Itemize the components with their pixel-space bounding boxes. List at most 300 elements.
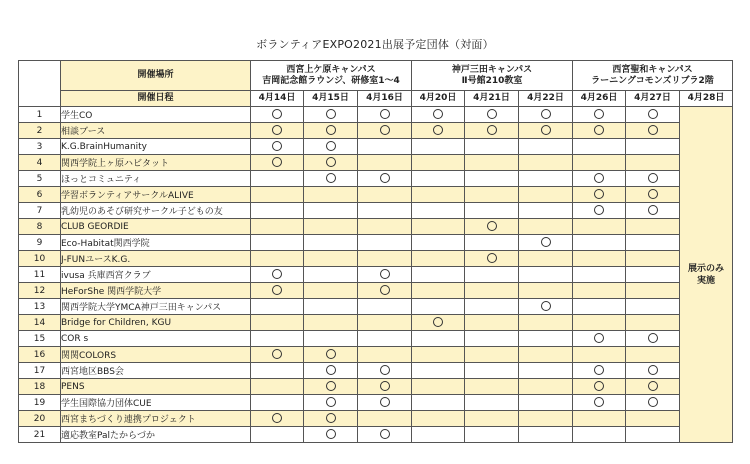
attendance-cell [304,411,358,427]
attendance-cell [573,107,626,123]
attendance-cell [304,171,358,187]
attendance-cell [465,187,519,203]
attend-circle-icon [648,397,658,407]
attendance-cell [251,363,304,379]
attendance-cell [465,283,519,299]
attendance-cell [626,299,680,315]
attend-circle-icon [272,157,282,167]
attendance-cell [304,283,358,299]
attendance-cell [626,187,680,203]
date-header: 4月28日 [680,91,733,107]
attend-circle-icon [594,365,604,375]
attend-circle-icon [594,397,604,407]
attend-circle-icon [380,269,390,279]
attendance-cell [251,203,304,219]
attendance-cell [412,203,465,219]
attendance-cell [358,171,412,187]
attend-circle-icon [594,109,604,119]
attendance-cell [626,427,680,443]
attendance-cell [573,315,626,331]
attendance-cell [358,427,412,443]
group-name: 相談ブース [61,123,251,139]
attend-circle-icon [326,109,336,119]
attendance-cell [573,363,626,379]
row-number: 20 [19,411,61,427]
attendance-cell [465,427,519,443]
attendance-cell [465,139,519,155]
attendance-cell [573,395,626,411]
attendance-cell [465,123,519,139]
attendance-cell [412,395,465,411]
attendance-cell [519,379,573,395]
attendance-cell [251,331,304,347]
row-number: 17 [19,363,61,379]
group-name: Bridge for Children, KGU [61,315,251,331]
attendance-cell [519,187,573,203]
attendance-cell [519,427,573,443]
attend-circle-icon [648,189,658,199]
attendance-cell [465,107,519,123]
page-title: ボランティアEXPO2021出展予定団体（対面） [256,38,494,51]
attendance-cell [358,283,412,299]
row-number: 11 [19,267,61,283]
attend-circle-icon [594,333,604,343]
row-number: 19 [19,395,61,411]
attendance-cell [519,219,573,235]
attendance-cell [573,187,626,203]
attendance-cell [412,219,465,235]
attend-circle-icon [326,173,336,183]
attendance-cell [251,235,304,251]
attendance-cell [573,251,626,267]
attendance-cell [519,123,573,139]
attendance-cell [358,315,412,331]
attendance-cell [412,427,465,443]
attendance-cell [626,251,680,267]
attendance-cell [465,331,519,347]
attendance-cell [251,427,304,443]
attend-circle-icon [541,125,551,135]
row-number: 18 [19,379,61,395]
attendance-cell [304,267,358,283]
group-name: ivusa 兵庫西宮クラブ [61,267,251,283]
table-row [19,251,733,267]
attendance-cell [251,171,304,187]
attendance-cell [412,347,465,363]
attend-circle-icon [433,317,443,327]
attendance-cell [573,171,626,187]
campus-name: 西宮聖和キャンパス [612,64,693,75]
attendance-cell [304,235,358,251]
group-name: 学生国際協力団体CUE [61,395,251,411]
attendance-cell [573,411,626,427]
attendance-cell [251,251,304,267]
attendance-cell [465,363,519,379]
attendance-cell [412,283,465,299]
row-number: 2 [19,123,61,139]
group-name: 学生CO [61,107,251,123]
attendance-cell [626,139,680,155]
attendance-cell [626,203,680,219]
attendance-cell [573,155,626,171]
attendance-cell [412,187,465,203]
attendance-cell [304,107,358,123]
attendance-cell [626,395,680,411]
campus-name: 神戸三田キャンパス [451,64,533,75]
attendance-cell [412,315,465,331]
attendance-cell [412,379,465,395]
attendance-cell [304,299,358,315]
attendance-cell [358,299,412,315]
exhibit-only-note [680,107,733,443]
attendance-cell [626,331,680,347]
table-row [19,171,733,187]
attendance-cell [465,379,519,395]
attendance-cell [358,379,412,395]
attendance-cell [358,363,412,379]
attendance-cell [412,251,465,267]
attend-circle-icon [594,189,604,199]
group-name: 関西学院上ヶ原ハビタット [61,155,251,171]
group-name: 関関COLORS [61,347,251,363]
attendance-cell [573,427,626,443]
campus-room: ラーニングコモンズリブラ2階 [591,75,714,86]
table-row [19,363,733,379]
attend-circle-icon [594,381,604,391]
attend-circle-icon [487,125,497,135]
attend-circle-icon [380,381,390,391]
attendance-cell [626,123,680,139]
row-number: 14 [19,315,61,331]
row-number: 6 [19,187,61,203]
table-row [19,235,733,251]
attendance-cell [626,219,680,235]
table-row [19,347,733,363]
date-header: 4月14日 [251,91,304,107]
row-number: 10 [19,251,61,267]
attend-circle-icon [648,109,658,119]
attend-circle-icon [326,141,336,151]
table-row [19,155,733,171]
attendance-cell [412,123,465,139]
attendance-cell [412,331,465,347]
attendance-cell [465,203,519,219]
attendance-cell [573,347,626,363]
attendance-cell [251,267,304,283]
attend-circle-icon [272,141,282,151]
attendance-cell [573,299,626,315]
attend-circle-icon [648,333,658,343]
attendance-cell [519,251,573,267]
attendance-cell [304,379,358,395]
attendance-cell [412,107,465,123]
attendance-cell [573,123,626,139]
attendance-cell [251,219,304,235]
attendance-cell [465,251,519,267]
table-row [19,219,733,235]
attendance-cell [626,315,680,331]
date-header: 4月21日 [465,91,519,107]
attendance-cell [626,283,680,299]
table-row [19,427,733,443]
attendance-cell [519,203,573,219]
attendance-cell [465,299,519,315]
attend-circle-icon [380,125,390,135]
group-name: 適応教室Palたからづか [61,427,251,443]
attendance-cell [626,155,680,171]
attend-circle-icon [326,349,336,359]
attendance-cell [519,315,573,331]
group-name: CLUB GEORDIE [61,219,251,235]
attend-circle-icon [326,397,336,407]
row-number: 15 [19,331,61,347]
attendance-cell [519,139,573,155]
date-header: 4月16日 [358,91,412,107]
attendance-cell [251,283,304,299]
attend-circle-icon [272,269,282,279]
date-header: 4月26日 [573,91,626,107]
campus-header-seiwa [573,61,733,91]
attendance-cell [626,379,680,395]
attendance-cell [519,331,573,347]
attend-circle-icon [594,173,604,183]
attendance-cell [304,155,358,171]
attendance-cell [358,123,412,139]
table-row [19,123,733,139]
campus-header-uegahara [251,61,412,91]
table-row [19,283,733,299]
attendance-cell [412,299,465,315]
attend-circle-icon [648,125,658,135]
attendance-cell [358,187,412,203]
attendance-cell [465,235,519,251]
group-name: 西宮まちづくり連携プロジェクト [61,411,251,427]
date-label: 開催日程 [61,91,251,107]
attend-circle-icon [594,205,604,215]
attend-circle-icon [326,429,336,439]
attendance-cell [465,219,519,235]
venue-label: 開催場所 [61,61,251,91]
attendance-cell [626,267,680,283]
table-row [19,187,733,203]
row-number: 1 [19,107,61,123]
group-name: ほっとコミュニティ [61,171,251,187]
attend-circle-icon [648,381,658,391]
attendance-cell [304,427,358,443]
attendance-cell [626,347,680,363]
attendance-cell [358,235,412,251]
attend-circle-icon [272,109,282,119]
attendance-cell [358,155,412,171]
date-header: 4月20日 [412,91,465,107]
attendance-cell [519,267,573,283]
attend-circle-icon [541,301,551,311]
table-row [19,203,733,219]
attend-circle-icon [326,125,336,135]
attend-circle-icon [380,365,390,375]
attendance-cell [519,171,573,187]
note-line: 展示のみ [687,263,724,274]
date-header: 4月15日 [304,91,358,107]
attendance-cell [304,251,358,267]
row-number: 21 [19,427,61,443]
attendance-cell [465,411,519,427]
attend-circle-icon [272,285,282,295]
attendance-cell [465,155,519,171]
attendance-cell [626,171,680,187]
attend-circle-icon [648,365,658,375]
row-number: 8 [19,219,61,235]
attendance-cell [412,235,465,251]
group-name: Eco-Habitat関西学院 [61,235,251,251]
row-number: 9 [19,235,61,251]
attendance-cell [251,379,304,395]
attendance-cell [626,411,680,427]
campus-room: Ⅱ号館210教室 [461,75,523,86]
attendance-cell [304,315,358,331]
attend-circle-icon [326,413,336,423]
attend-circle-icon [487,221,497,231]
date-header: 4月27日 [626,91,680,107]
attendance-cell [358,251,412,267]
attendance-cell [626,107,680,123]
attendance-cell [358,219,412,235]
attendance-cell [358,107,412,123]
attend-circle-icon [594,125,604,135]
attendance-cell [304,331,358,347]
attendance-cell [358,203,412,219]
attendance-cell [251,107,304,123]
attend-circle-icon [326,365,336,375]
attendance-cell [573,203,626,219]
attendance-cell [412,171,465,187]
attendance-cell [251,155,304,171]
attendance-cell [358,139,412,155]
corner-cell [19,61,61,107]
attendance-cell [251,139,304,155]
attend-circle-icon [380,429,390,439]
attend-circle-icon [272,349,282,359]
attend-circle-icon [272,413,282,423]
attendance-cell [573,283,626,299]
attendance-cell [519,299,573,315]
attendance-cell [573,139,626,155]
table-row [19,395,733,411]
row-number: 12 [19,283,61,299]
attendance-cell [304,219,358,235]
campus-room: 吉岡記念館ラウンジ、研修室1～4 [262,75,400,86]
attendance-cell [358,411,412,427]
group-name: 関西学院大学YMCA神戸三田キャンパス [61,299,251,315]
attendance-cell [304,395,358,411]
attend-circle-icon [380,109,390,119]
group-name: 西宮地区BBS会 [61,363,251,379]
attend-circle-icon [326,157,336,167]
attend-circle-icon [380,173,390,183]
group-name: 乳幼児のあそび研究サークル子どもの友 [61,203,251,219]
table-row [19,139,733,155]
attend-circle-icon [541,109,551,119]
schedule-table [18,60,733,443]
attendance-cell [251,315,304,331]
attend-circle-icon [272,125,282,135]
attendance-cell [519,235,573,251]
attendance-cell [573,219,626,235]
attendance-cell [358,395,412,411]
note-line: 実施 [696,275,715,286]
table-row [19,379,733,395]
attend-circle-icon [648,205,658,215]
attend-circle-icon [433,109,443,119]
attendance-cell [519,107,573,123]
attend-circle-icon [541,237,551,247]
attendance-cell [573,235,626,251]
attend-circle-icon [487,109,497,119]
attendance-cell [519,411,573,427]
attendance-cell [251,395,304,411]
group-name: J-FUNユースK.G. [61,251,251,267]
attendance-cell [412,139,465,155]
attendance-cell [251,187,304,203]
group-name: COR s [61,331,251,347]
row-number: 7 [19,203,61,219]
attendance-cell [304,123,358,139]
attendance-cell [304,203,358,219]
attendance-cell [304,187,358,203]
campus-name: 西宮上ケ原キャンパス [286,64,376,75]
attendance-cell [519,155,573,171]
attendance-cell [465,267,519,283]
group-name: K.G.BrainHumanity [61,139,251,155]
attend-circle-icon [326,381,336,391]
attendance-cell [412,363,465,379]
attendance-cell [465,395,519,411]
attendance-cell [358,331,412,347]
attendance-cell [251,347,304,363]
row-number: 3 [19,139,61,155]
attendance-cell [412,411,465,427]
group-name: PENS [61,379,251,395]
attendance-cell [251,411,304,427]
attendance-cell [519,395,573,411]
date-header: 4月22日 [519,91,573,107]
attend-circle-icon [433,125,443,135]
table-row [19,315,733,331]
campus-header-sanda [412,61,573,91]
attendance-cell [465,171,519,187]
attendance-cell [465,347,519,363]
attendance-cell [519,283,573,299]
table-row [19,299,733,315]
attendance-cell [251,123,304,139]
attendance-cell [573,267,626,283]
group-name: 学習ボランティアサークルALIVE [61,187,251,203]
attend-circle-icon [380,285,390,295]
row-number: 16 [19,347,61,363]
attendance-cell [304,139,358,155]
table-row [19,331,733,347]
attendance-cell [573,379,626,395]
attendance-cell [358,347,412,363]
schedule-body [19,107,733,443]
attendance-cell [358,267,412,283]
group-name: HeForShe 関西学院大学 [61,283,251,299]
table-row [19,267,733,283]
attendance-cell [412,267,465,283]
attendance-cell [626,363,680,379]
attendance-cell [304,347,358,363]
attendance-cell [465,315,519,331]
